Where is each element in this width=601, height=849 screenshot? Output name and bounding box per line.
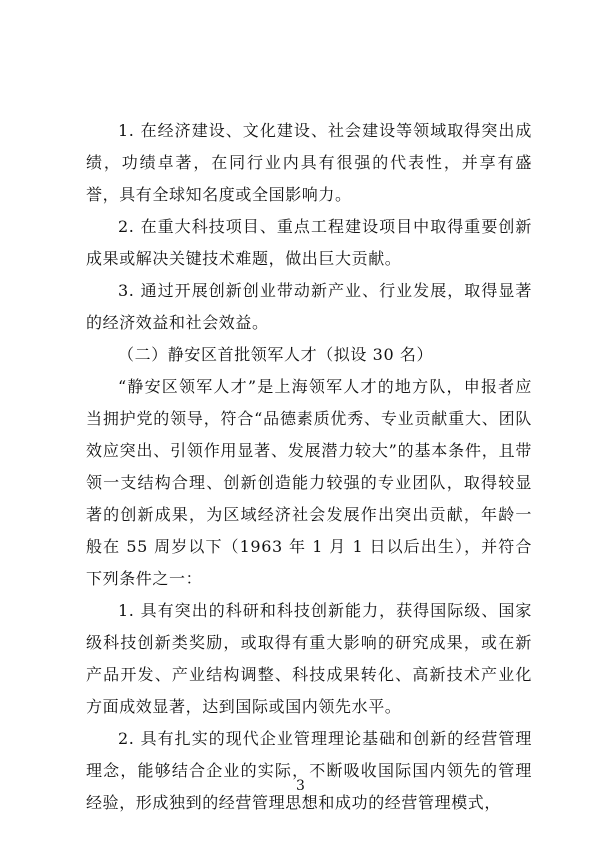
paragraph-criterion-1: 1. 在经济建设、文化建设、社会建设等领域取得突出成绩，功绩卓著，在同行业内具有很强的代表性，并享有盛誉，具有全球知名度或全国影响力。 (86, 121, 532, 204)
section-heading: （二）静安区首批领军人才（拟设 30 名） (118, 345, 434, 364)
paragraph-condition-2: 2. 具有扎实的现代企业管理理论基础和创新的经营管理理念，能够结合企业的实际，不断吸收国际国内领先的管理经验，形成独到的经营管理思想和成功的经营管理模式， (86, 729, 532, 812)
body-text (86, 115, 532, 819)
paragraph-intro: “静安区领军人才”是上海领军人才的地方队，申报者应当拥护党的领导，符合“品德素质优秀、专业贡献重大、团队效应突出、引领作用显著、发展潜力较大”的基本条件，且带领一支结构合理、创新创造能力较强的专业团队，取得较显著的创新成果，为区域经济社会发展作出突出贡献，年龄一般在 55 周岁以下（1963 年 1 月 1 日以后出生），并符合下列条件之一： (86, 377, 532, 588)
page-number: 3 (296, 778, 305, 794)
paragraph-condition-1: 1. 具有突出的科研和科技创新能力，获得国际级、国家级科技创新类奖励，或取得有重大影响的研究成果，或在新产品开发、产业结构调整、科技成果转化、高新技术产业化方面成效显著，达到国际或国内领先水平。 (86, 601, 532, 716)
paragraph-criterion-3: 3. 通过开展创新创业带动新产业、行业发展，取得显著的经济效益和社会效益。 (86, 281, 532, 332)
paragraph-criterion-2: 2. 在重大科技项目、重点工程建设项目中取得重要创新成果或解决关键技术难题，做出巨大贡献。 (86, 217, 532, 268)
